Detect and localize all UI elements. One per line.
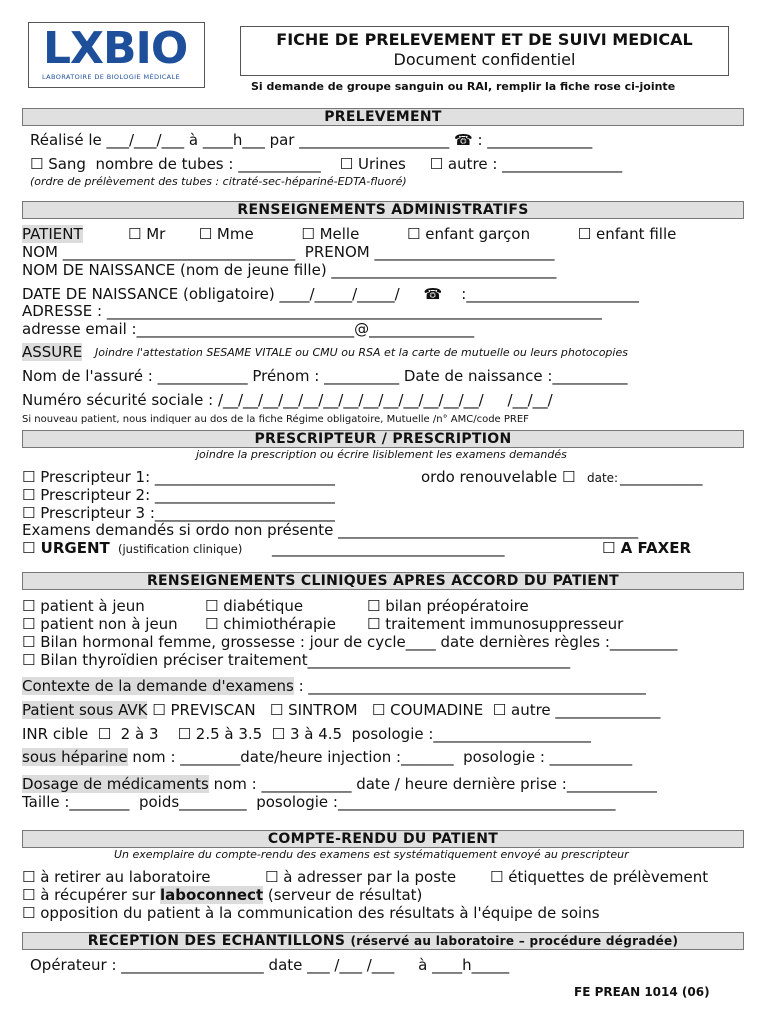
prelevement-date-line[interactable]: Réalisé le ___/___/___ à ____h___ par ____________________ ☎ : ______________ <box>30 131 593 149</box>
section-prelevement-header: PRELEVEMENT <box>22 108 744 126</box>
opposition-checkbox[interactable]: ☐ opposition du patient à la communication des résultats à l'équipe de soins <box>22 904 600 922</box>
patient-label: PATIENT <box>22 225 83 243</box>
prescripteur-2-field[interactable]: ☐ Prescripteur 2: ________________________ <box>22 486 335 504</box>
patient-non-a-jeun-checkbox[interactable]: ☐ patient non à jeun <box>22 615 178 633</box>
heparine-label: sous héparine <box>22 748 128 766</box>
contexte-label: Contexte de la demande d'examens <box>22 677 294 695</box>
ordo-date-field[interactable]: ___________ <box>620 468 703 486</box>
immunosuppresseur-checkbox[interactable]: ☐ traitement immunosuppresseur <box>367 615 624 633</box>
contexte-row <box>22 677 646 695</box>
section-reception-header <box>22 932 744 950</box>
inr-cible-field[interactable]: INR cible ☐ 2 à 3 ☐ 2.5 à 3.5 ☐ 3 à 4.5 posologie :_____________________ <box>22 725 591 743</box>
assure-identity-field[interactable]: Nom de l'assuré : ____________ Prénom : __________ Date de naissance :__________ <box>22 367 628 385</box>
tubes-order-note: (ordre de prélèvement des tubes : citraté-sec-hépariné-EDTA-fluoré) <box>30 175 407 188</box>
bilan-thyroidien-field[interactable]: ☐ Bilan thyroïdien préciser traitement___________________________________ <box>22 651 571 669</box>
justification-label: (justification clinique) <box>118 542 243 556</box>
contexte-field[interactable]: : _____________________________________________ <box>293 677 646 695</box>
patient-a-jeun-checkbox[interactable]: ☐ patient à jeun <box>22 597 145 615</box>
email-field[interactable]: adresse email :_____________________________@______________ <box>22 320 475 338</box>
prescription-note: joindre la prescription ou écrire lisiblement les examens demandés <box>196 448 567 461</box>
date-naissance-field[interactable]: DATE DE NAISSANCE (obligatoire) ____/_____/_____/ ☎ :_______________________ <box>22 285 639 303</box>
laboconnect-row[interactable] <box>22 886 422 904</box>
nom-prenom-field[interactable]: NOM _______________________________ PRENOM ________________________ <box>22 243 555 261</box>
laboconnect-prefix: ☐ à récupérer sur <box>22 886 161 904</box>
avk-checkboxes[interactable]: ☐ PREVISCAN ☐ SINTROM ☐ COUMADINE ☐ autre ______________ <box>147 701 661 719</box>
ordo-date-label: date: <box>587 471 619 485</box>
patient-title-checkboxes[interactable]: ☐ Mr ☐ Mme ☐ Melle ☐ enfant garçon ☐ enfant fille <box>128 225 677 243</box>
securite-sociale-field[interactable]: Numéro sécurité sociale : /__/__/__/__/__/__/__/__/__/__/__/__/__/ /__/__/ <box>22 391 553 409</box>
compte-rendu-note: Un exemplaire du compte-rendu des examens est systématiquement envoyé au prescripteur <box>114 848 629 861</box>
section-clinique-header: RENSEIGNEMENTS CLINIQUES APRES ACCORD DU PATIENT <box>22 572 744 590</box>
section-compte-rendu-header: COMPTE-RENDU DU PATIENT <box>22 830 744 848</box>
etiquettes-checkbox[interactable]: ☐ étiquettes de prélèvement <box>490 868 709 886</box>
reception-heading: RECEPTION DES ECHANTILLONS <box>87 933 346 949</box>
prescripteur-3-field[interactable]: ☐ Prescripteur 3 :________________________ <box>22 504 335 522</box>
adresser-poste-checkbox[interactable]: ☐ à adresser par la poste <box>265 868 457 886</box>
laboconnect-suffix: (serveur de résultat) <box>263 886 423 904</box>
justification-field[interactable]: _______________________________ <box>272 539 505 557</box>
a-faxer-checkbox[interactable]: ☐ A FAXER <box>602 539 691 557</box>
assure-label: ASSURE <box>22 343 83 361</box>
prescripteur-1-field[interactable]: ☐ Prescripteur 1: ________________________ <box>22 468 335 486</box>
logo-text: LXBIO <box>43 23 188 74</box>
dosage-field[interactable]: nom : ____________ date / heure dernière prise :____________ <box>208 775 657 793</box>
prelevement-type-line[interactable]: ☐ Sang nombre de tubes : ___________ ☐ Urines ☐ autre : ________________ <box>30 155 623 173</box>
bilan-preoperatoire-checkbox[interactable]: ☐ bilan préopératoire <box>367 597 529 615</box>
heparine-row <box>22 748 632 766</box>
laboconnect-label: laboconnect <box>160 886 264 904</box>
adresse-field[interactable]: ADRESSE : __________________________________________________________________ <box>22 302 602 320</box>
nom-naissance-field[interactable]: NOM DE NAISSANCE (nom de jeune fille) ______________________________ <box>22 261 557 279</box>
heparine-field[interactable]: nom : ________date/heure injection :_______ posologie : ___________ <box>127 748 633 766</box>
section-prescription-header: PRESCRIPTEUR / PRESCRIPTION <box>22 430 744 448</box>
logo-subtitle: LABORATOIRE DE BIOLOGIE MÉDICALE <box>42 73 181 81</box>
page-subtitle: Document confidentiel <box>393 50 576 69</box>
page-title: FICHE DE PRELEVEMENT ET DE SUIVI MEDICAL <box>276 30 693 49</box>
avk-row <box>22 701 660 719</box>
title-box <box>240 26 729 76</box>
nouveau-patient-note: Si nouveau patient, nous indiquer au dos de la fiche Régime obligatoire, Mutuelle /n° AMC/code PREF <box>22 414 529 425</box>
reception-heading-note: (réservé au laboratoire – procédure dégradée) <box>350 934 679 948</box>
retirer-laboratoire-checkbox[interactable]: ☐ à retirer au laboratoire <box>22 868 211 886</box>
form-reference: FE PREAN 1014 (06) <box>574 985 710 999</box>
section-admin-header: RENSEIGNEMENTS ADMINISTRATIFS <box>22 201 744 219</box>
operateur-field[interactable]: Opérateur : ___________________ date ___ /___ /___ à ____h_____ <box>30 956 510 974</box>
urgent-checkbox[interactable]: ☐ URGENT <box>22 539 110 557</box>
dosage-row <box>22 775 657 793</box>
examens-demandes-field[interactable]: Examens demandés si ordo non présente ________________________________________ <box>22 521 639 539</box>
dosage-label: Dosage de médicaments <box>22 775 209 793</box>
ordo-renouvelable-checkbox[interactable]: ordo renouvelable ☐ <box>421 468 576 486</box>
assure-note: Joindre l'attestation SESAME VITALE ou CMU ou RSA et la carte de mutuelle ou leurs photocopies <box>95 346 628 359</box>
taille-poids-field[interactable]: Taille :________ poids_________ posologie :_____________________________________ <box>22 793 616 811</box>
diabetique-checkbox[interactable]: ☐ diabétique <box>205 597 304 615</box>
bilan-hormonal-field[interactable]: ☐ Bilan hormonal femme, grossesse : jour de cycle____ date dernières règles :_________ <box>22 633 678 651</box>
chimiotherapie-checkbox[interactable]: ☐ chimiothérapie <box>205 615 336 633</box>
logo <box>28 22 205 88</box>
avk-label: Patient sous AVK <box>22 701 148 719</box>
groupe-sanguin-note: Si demande de groupe sanguin ou RAI, remplir la fiche rose ci-jointe <box>251 80 676 93</box>
